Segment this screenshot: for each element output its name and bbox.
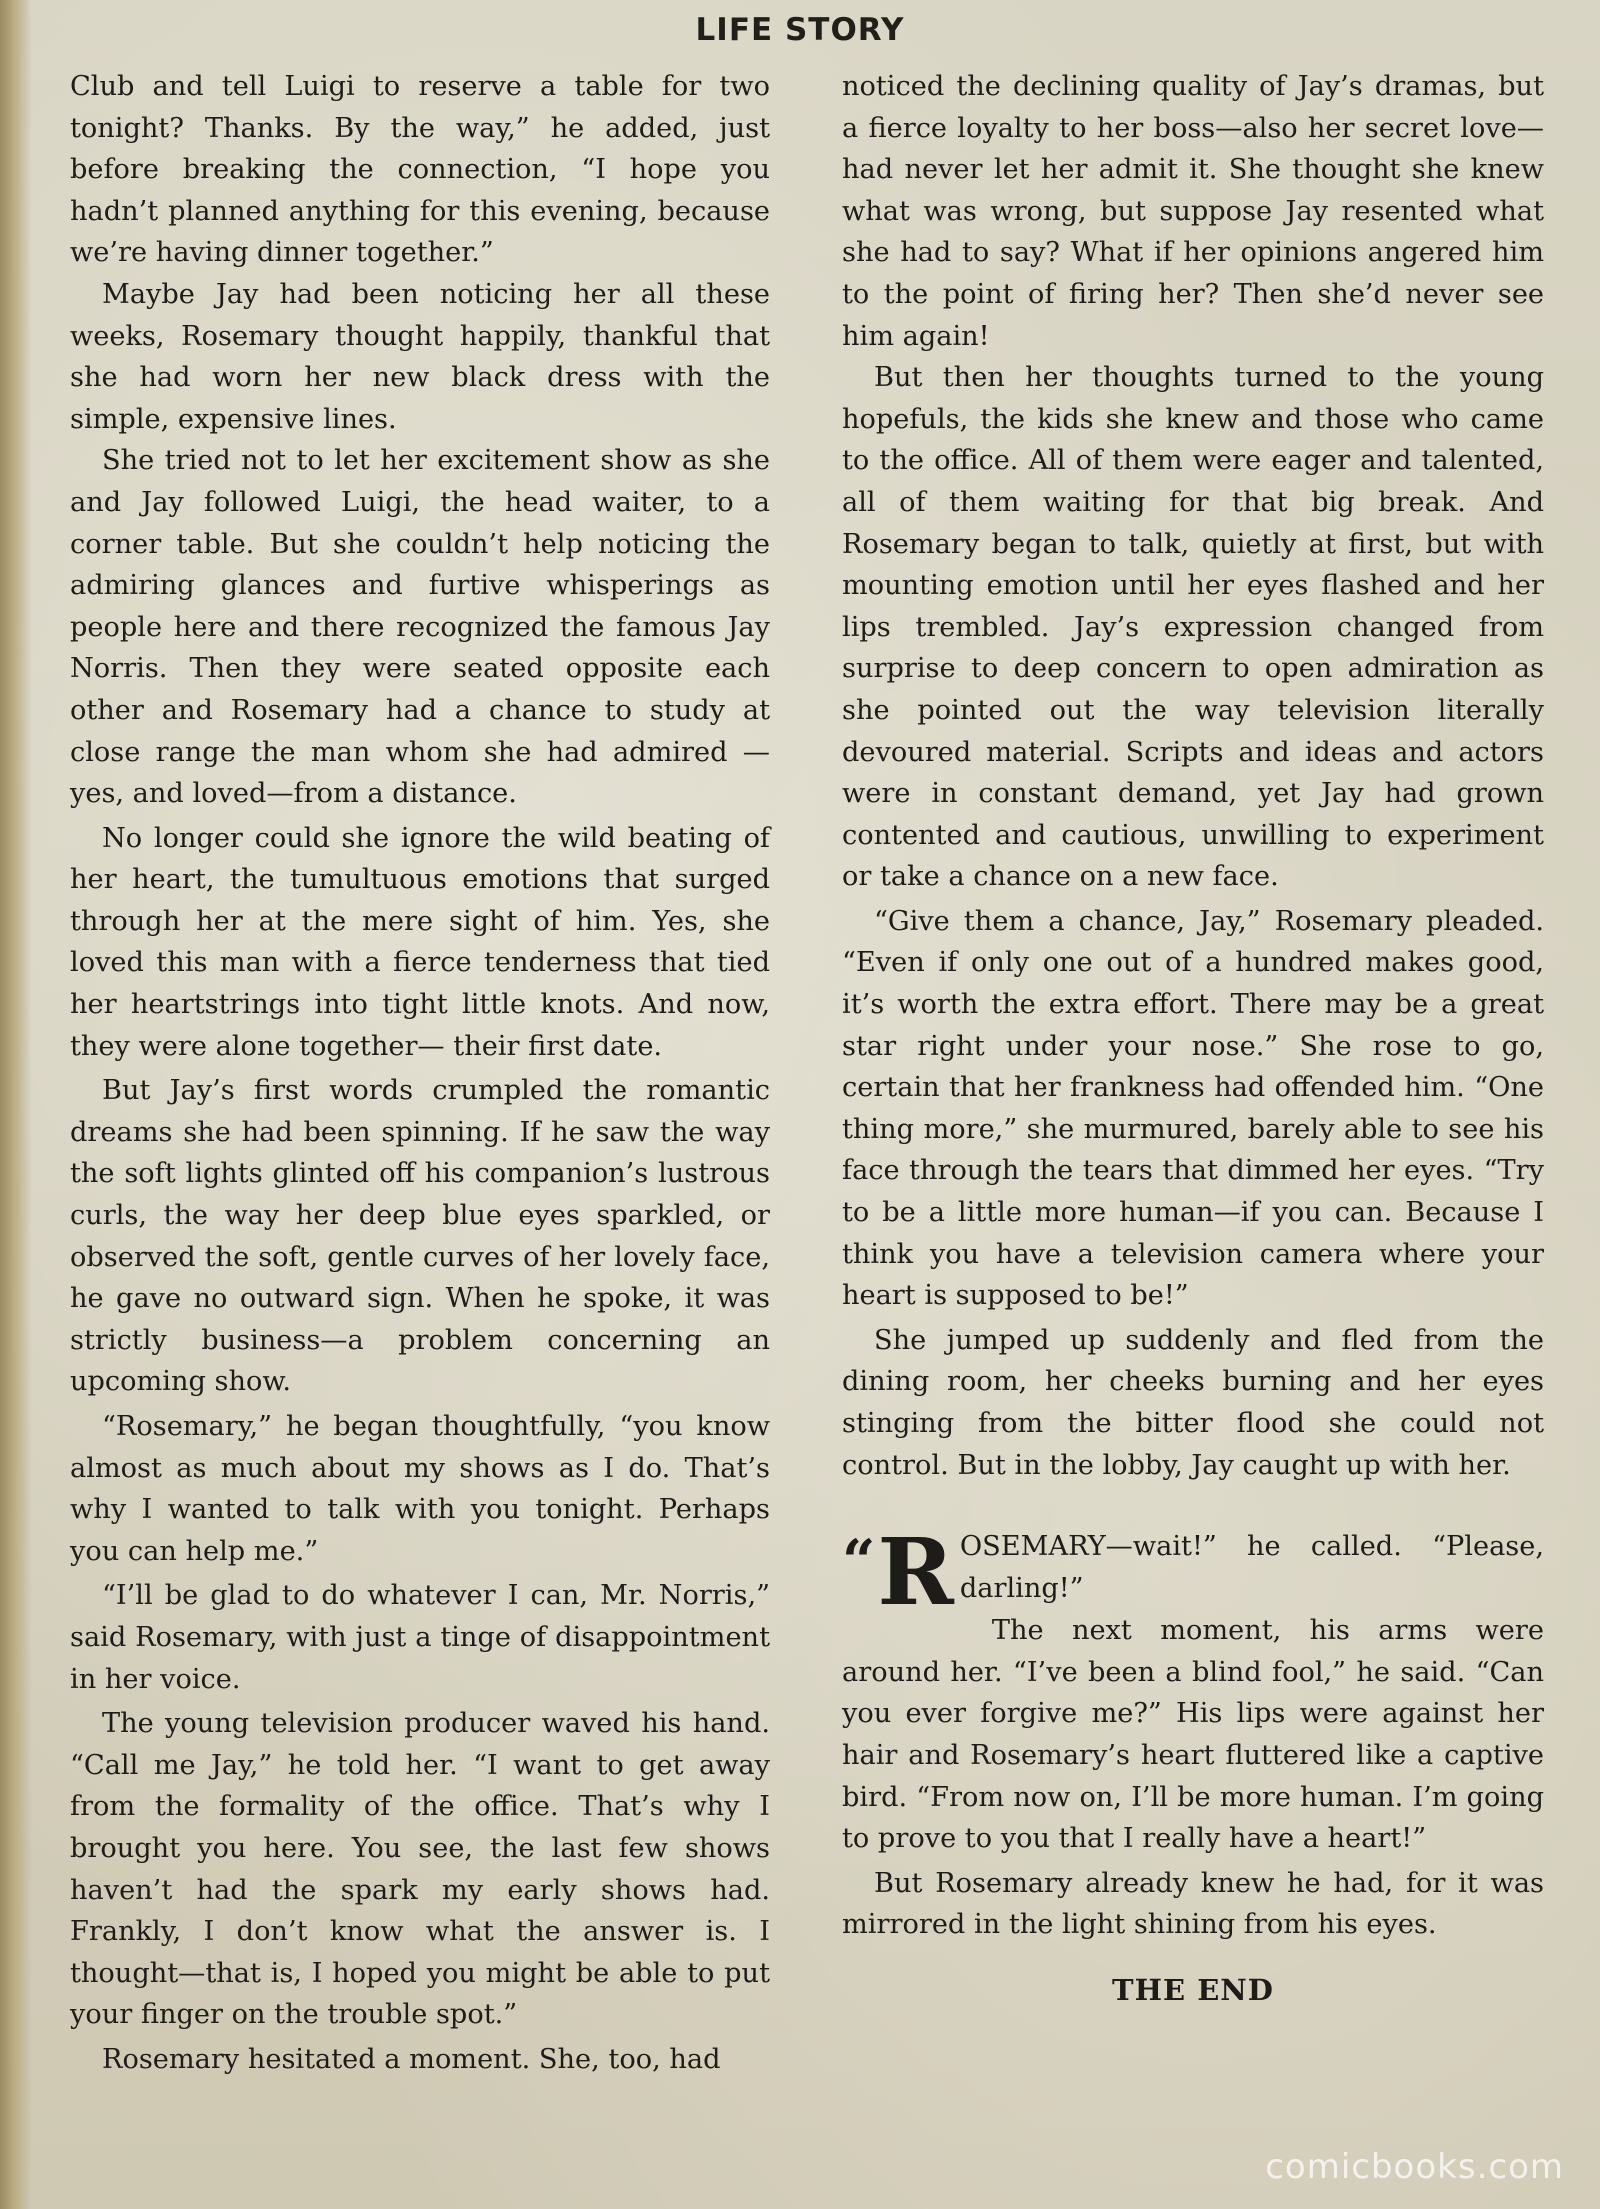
paragraph: Rosemary hesitated a moment. She, too, had (102, 2043, 721, 2075)
paragraph: She jumped up suddenly and fled from the dining room, her cheeks burning and her eyes stinging from the bitter flood she could not control. But in the lobby, Jay caught up with her. (842, 1324, 1544, 1481)
paragraph: The next moment, his arms were around her. “I’ve been a blind fool,” he said. “Can you ever forgive me?” His lips were against her hair and Rosemary’s heart fluttered like a captive bird. “From now on, I’ll be more human. I’m going to prove to you that I really have a heart!” (842, 1615, 1544, 1855)
paragraph: The young television producer waved his hand. “Call me Jay,” he told her. “I want to get away from the formality of the office. That’s why I brought you here. You see, the last few shows haven’t had the spark my early shows had. Frankly, I don’t know what the answer is. I thought—that is, I hoped you might be able to put your finger on the trouble spot.” (70, 1708, 770, 2031)
paragraph: “Give them a chance, Jay,” Rosemary pleaded. “Even if only one out of a hundred makes good, it’s worth the extra effort. There may be a great star right under your nose.” She rose to go, certain that her frankness had offended him. “One thing more,” she murmured, barely able to see his face through the tears that dimmed her eyes. “Try to be a little more human—if you can. Because I think you have a television camera where your heart is supposed to be!” (842, 905, 1544, 1312)
the-end-label: THE END (1112, 1972, 1274, 2007)
paragraph: But Jay’s first words crumpled the romantic dreams she had been spinning. If he saw the way the soft lights glinted off his companion’s lustrous curls, the way her deep blue eyes sparkled, or observed the soft, gentle curves of her lovely face, he gave no outward sign. When he spoke, it was strictly business—a problem concerning an upcoming show. (70, 1075, 770, 1398)
dropcap-letter: R (877, 1518, 954, 1627)
paragraph: “Rosemary,” he began thoughtfully, “you know almost as much about my shows as I do. That’s why I wanted to talk with you tonight. Perhaps you can help me.” (70, 1411, 770, 1567)
paragraph: Club and tell Luigi to reserve a table for two tonight? Thanks. By the way,” he added, just before breaking the connection, “I hope you hadn’t planned anything for this evening, because we’re having dinner together.” (70, 71, 770, 269)
paragraph: “I’ll be glad to do whatever I can, Mr. Norris,” said Rosemary, with just a tinge of disappointment in her voice. (70, 1580, 770, 1695)
paragraph: She tried not to let her excitement show as she and Jay followed Luigi, the head waiter, to a corner table. But she couldn’t help noticing the admiring glances and furtive whisperings as people here and there recognized the famous Jay Norris. Then they were seated opposite each other and Rosemary had a chance to study at close range the man whom she had admired —yes, and loved—from a distance. (70, 445, 770, 810)
paragraph: But then her thoughts turned to the young hopefuls, the kids she knew and those who came to the office. All of them were eager and talented, all of them waiting for that big break. And Rosemary began to talk, quietly at first, but with mounting emotion until her eyes flashed and her lips trembled. Jay’s expression changed from surprise to deep concern to open admiration as she pointed out the way television literally devoured material. Scripts and ideas and actors were in constant demand, yet Jay had grown contented and cautious, unwilling to experiment or take a chance on a new face. (842, 362, 1544, 893)
dropcap-quote-mark: “ (842, 1527, 876, 1596)
left-column (70, 66, 770, 2081)
paragraph: noticed the declining quality of Jay’s dramas, but a fierce loyalty to her boss—also her secret love—had never let her admit it. She thought she knew what was wrong, but suppose Jay resented what she had to say? What if her opinions angered him to the point of firing her? Then she’d never see him again! (842, 71, 1544, 352)
paragraph: No longer could she ignore the wild beating of her heart, the tumultuous emotions that surged through her at the mere sight of him. Yes, she loved this man with a fierce tenderness that tied her heartstrings into tight little knots. And now, they were alone together— their first date. (70, 822, 770, 1062)
watermark-text: comicbooks.com (1265, 2147, 1564, 2187)
right-column (842, 66, 1544, 2012)
paragraph: Maybe Jay had been noticing her all these weeks, Rosemary thought happily, thankful that she had worn her new black dress with the simple, expensive lines. (70, 278, 770, 435)
binding-shadow (0, 0, 32, 2209)
running-head: LIFE STORY (695, 12, 905, 48)
paragraph: But Rosemary already knew he had, for it was mirrored in the light shining from his eyes. (842, 1867, 1544, 1941)
dropcap-paragraph (842, 1518, 1544, 1627)
dropcap-rest: OSEMARY—wait!” he called. “Please, darling!” (959, 1531, 1544, 1604)
